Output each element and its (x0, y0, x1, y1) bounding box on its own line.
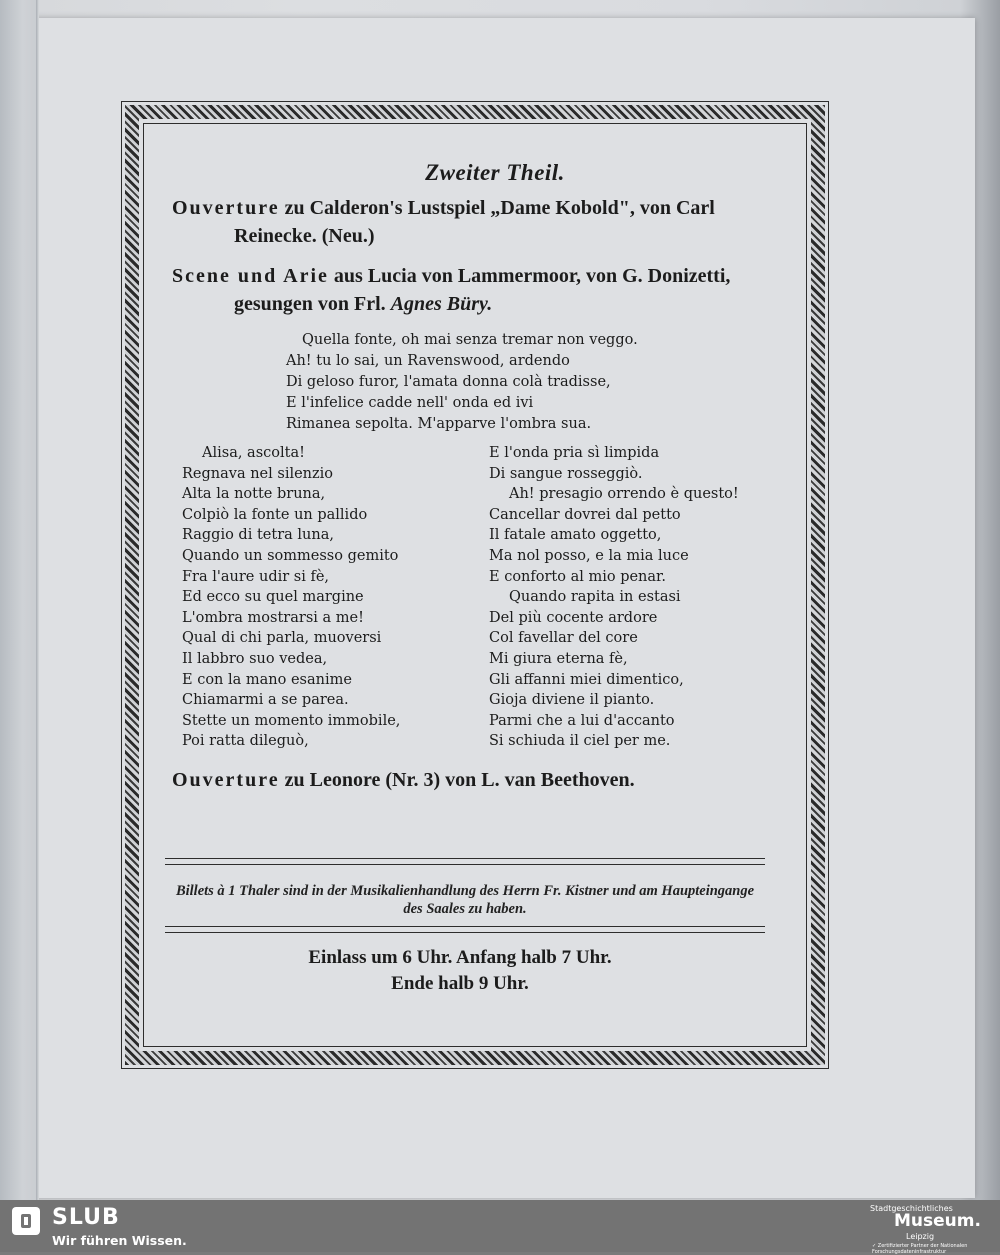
recitative-line: Rimanea sepolta. M'apparve l'ombra sua. (286, 416, 592, 432)
event-times (160, 945, 760, 997)
slub-tagline: Wir führen Wissen. (52, 1233, 187, 1248)
aria-line: Ma nol posso, e la mia luce (489, 547, 689, 564)
section-title: Zweiter Theil. (425, 160, 565, 185)
recitative-line: Quella fonte, oh mai senza tremar non veggo. (302, 332, 638, 348)
aria-text-columns (182, 443, 790, 752)
aria-line: Si schiuda il ciel per me. (489, 733, 671, 750)
aria-line: Cancellar dovrei dal petto (489, 506, 681, 523)
program-content (160, 160, 790, 806)
aria-column-right (489, 443, 790, 752)
piece-text: aus Lucia von Lammermoor, von G. Donizetti, gesungen von Frl. (234, 265, 731, 315)
aria-line: E l'onda pria sì limpida (489, 445, 660, 461)
divider-rule-bottom (165, 926, 765, 933)
aria-line: Di sangue rosseggiò. (489, 465, 643, 482)
museum-name[interactable]: Museum. (894, 1211, 981, 1231)
piece-text: zu Leonore (Nr. 3) von L. van Beethoven. (284, 768, 635, 791)
program-piece-leonore-overture (172, 766, 790, 794)
aria-line: Poi ratta dileguò, (182, 733, 309, 750)
aria-line: Quando un sommesso gemito (182, 547, 399, 564)
singer-name: Agnes Büry. (390, 293, 493, 315)
aria-line: Quando rapita in estasi (509, 589, 681, 606)
aria-line: L'ombra mostrarsi a me! (182, 609, 364, 626)
aria-line: Gli affanni miei dimentico, (489, 671, 684, 688)
aria-line: Regnava nel silenzio (182, 465, 334, 482)
recitative-text (286, 330, 790, 435)
program-piece-overture-dame-kobold (172, 194, 790, 250)
museum-city: Leipzig (906, 1232, 935, 1241)
aria-line: Il fatale amato oggetto, (489, 527, 662, 544)
aria-line: Ed ecco su quel margine (182, 589, 364, 606)
aria-line: Mi giura eterna fè, (489, 650, 628, 667)
recitative-line: Di geloso furor, l'amata donna colà tradisse, (286, 374, 611, 390)
aria-line: Stette un momento immobile, (182, 712, 401, 729)
times-line-end: Ende halb 9 Uhr. (391, 973, 529, 994)
aria-line: Parmi che a lui d'accanto (489, 712, 675, 729)
aria-line: E con la mano esanime (182, 671, 352, 688)
fold-crease (36, 0, 39, 1200)
times-line-admission: Einlass um 6 Uhr. Anfang halb 7 Uhr. (308, 947, 612, 968)
aria-line: Alisa, ascolta! (202, 445, 305, 461)
aria-line: Colpiò la fonte un pallido (182, 506, 368, 523)
museum-certification: ✓ Zertifizierter Partner der Nationalen Forschungsdateninfrastruktur (872, 1243, 968, 1255)
aria-line: Fra l'aure udir si fè, (182, 568, 330, 585)
page-fold (0, 0, 38, 1200)
museum-label-top: Stadtgeschichtliches (870, 1204, 953, 1213)
aria-line: Qual di chi parla, muoversi (182, 630, 382, 647)
program-piece-lucia-aria (172, 262, 790, 318)
piece-text: zu Calderon's Lustspiel „Dame Kobold", von Carl Reinecke. (Neu.) (234, 197, 715, 247)
aria-line: Gioja diviene il pianto. (489, 692, 655, 709)
recitative-line: E l'infelice cadde nell' onda ed ivi (286, 395, 534, 411)
aria-line: E conforto al mio penar. (489, 568, 666, 585)
aria-line: Del più cocente ardore (489, 609, 658, 626)
aria-line: Raggio di tetra luna, (182, 527, 334, 544)
aria-line: Col favellar del core (489, 630, 638, 647)
recitative-line: Ah! tu lo sai, un Ravenswood, ardendo (286, 353, 570, 369)
aria-column-left (182, 443, 483, 752)
piece-label: Ouverture (172, 197, 280, 219)
tickets-note: Billets à 1 Thaler sind in der Musikalienhandlung des Herrn Fr. Kistner und am Haupteingange des Saales zu haben. (175, 883, 755, 917)
piece-label: Ouverture (172, 768, 280, 791)
slub-name[interactable]: SLUB (52, 1205, 120, 1230)
slub-logo-icon[interactable] (12, 1207, 40, 1235)
aria-line: Ah! presagio orrendo è questo! (509, 486, 739, 503)
aria-line: Alta la notte bruna, (182, 486, 326, 503)
aria-line: Il labbro suo vedea, (182, 650, 328, 667)
divider-rule-top (165, 858, 765, 865)
piece-label: Scene und Arie (172, 265, 329, 287)
aria-line: Chiamarmi a se parea. (182, 692, 349, 709)
